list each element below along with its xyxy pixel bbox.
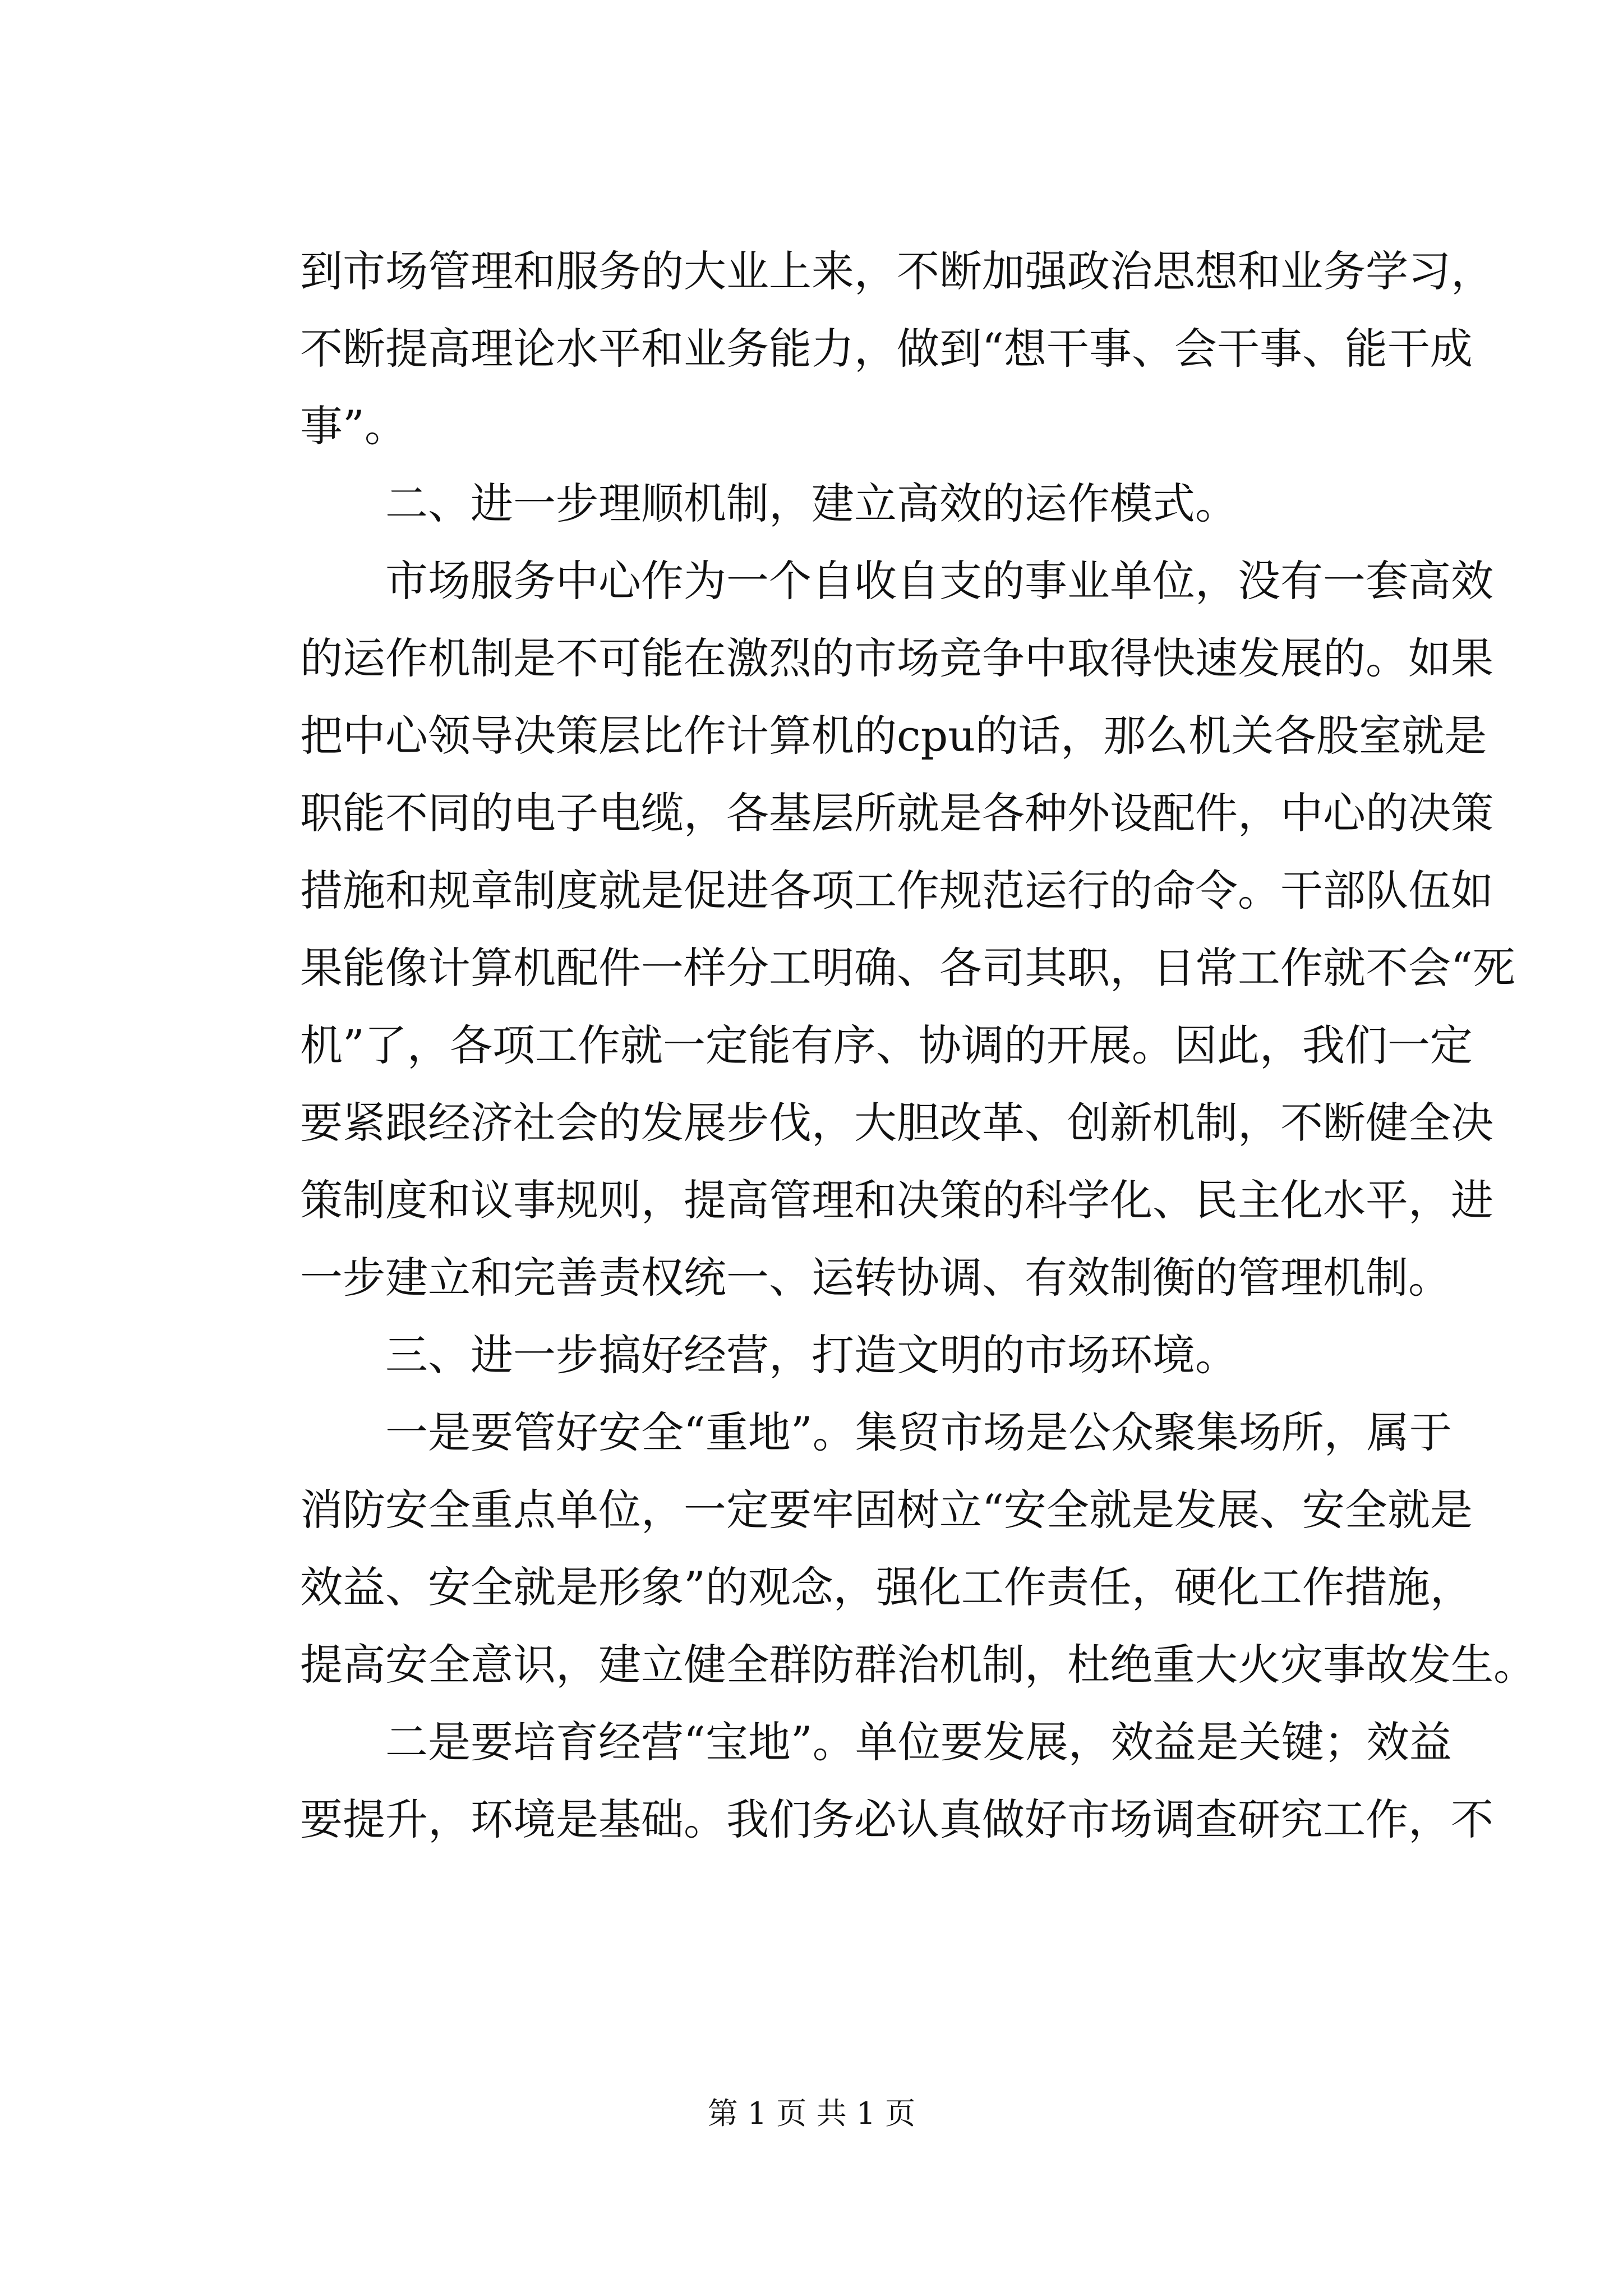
text-line: 把中心领导决策层比作计算机的cpu的话，那么机关各股室就是 <box>300 711 1487 761</box>
text-line: 一是要管好安全“重地”。集贸市场是公众聚集场所，属于 <box>300 1407 1452 1457</box>
text-line: 不断提高理论水平和业务能力，做到“想干事、会干事、能干成 <box>300 324 1473 374</box>
text-line: 要紧跟经济社会的发展步伐，大胆改革、创新机制，不断健全决 <box>300 1098 1493 1148</box>
body-text <box>300 233 1536 1858</box>
text-line: 的运作机制是不可能在激烈的市场竞争中取得快速发展的。如果 <box>300 633 1493 683</box>
text-line: 事”。 <box>300 401 407 451</box>
text-line: 措施和规章制度就是促进各项工作规范运行的命令。干部队伍如 <box>300 866 1493 915</box>
page-number: 第 1 页 共 1 页 <box>707 2096 916 2131</box>
section-heading: 二、进一步理顺机制，建立高效的运作模式。 <box>300 478 1238 528</box>
text-line: 提高安全意识，建立健全群防群治机制，杜绝重大火灾事故发生。 <box>300 1640 1536 1690</box>
text-line: 策制度和议事规则，提高管理和决策的科学化、民主化水平，进 <box>300 1175 1493 1225</box>
text-line: 效益、安全就是形象”的观念，强化工作责任，硬化工作措施， <box>300 1562 1473 1612</box>
text-line: 要提升，环境是基础。我们务必认真做好市场调查研究工作，不 <box>300 1795 1493 1844</box>
text-line: 消防安全重点单位，一定要牢固树立“安全就是发展、安全就是 <box>300 1485 1473 1535</box>
text-line: 到市场管理和服务的大业上来，不断加强政治思想和业务学习， <box>300 246 1493 296</box>
text-line: 职能不同的电子电缆，各基层所就是各种外设配件，中心的决策 <box>300 788 1493 838</box>
text-line: 果能像计算机配件一样分工明确、各司其职，日常工作就不会“死 <box>300 943 1515 993</box>
section-heading: 三、进一步搞好经营，打造文明的市场环境。 <box>300 1330 1238 1380</box>
text-line: 市场服务中心作为一个自收自支的事业单位，没有一套高效 <box>300 556 1493 606</box>
text-line: 二是要培育经营“宝地”。单位要发展，效益是关键；效益 <box>300 1717 1452 1767</box>
text-line: 一步建立和完善责权统一、运转协调、有效制衡的管理机制。 <box>300 1253 1451 1303</box>
text-line: 机”了，各项工作就一定能有序、协调的开展。因此，我们一定 <box>300 1020 1473 1070</box>
